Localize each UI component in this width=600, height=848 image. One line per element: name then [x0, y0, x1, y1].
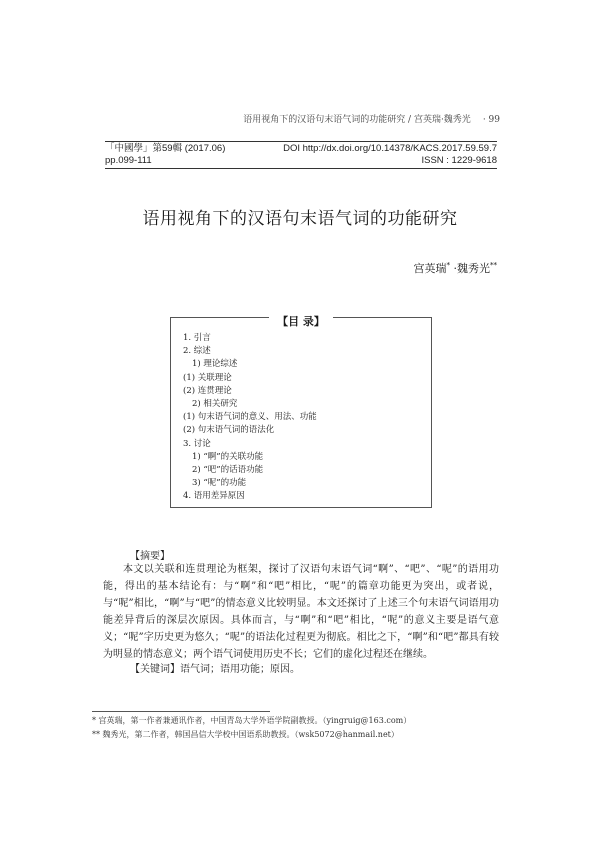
- footnote-author-1: * 宫英瑞，第一作者兼通讯作者，中国青岛大学外语学院副教授。（yingruig@163.com）: [92, 716, 412, 725]
- toc-heading-wrap: [171, 310, 431, 329]
- running-header-title: 语用视角下的汉语句末语气词的功能研究 / 宫英瑞·魏秀光: [243, 115, 471, 125]
- meta-bottom-rule: [105, 168, 497, 169]
- toc-item: (1) 句末语气词的意义、用法、功能: [183, 412, 317, 423]
- abstract-body: 本文以关联和连贯理论为框架，探讨了汉语句末语气词“啊”、“吧”、“呢”的语用功能，得出的基本结论有：与“啊”和“吧”相比，“呢”的篇章功能更为突出，或者说，与“呢”相比，“啊”与“吧”的情态意义比较明显。本文还探讨了上述三个句末语气词语用功能差异背后的深层次原因。具体而言，与“啊”和“吧”相比，“呢”的意义主要是语气意义；“呢”字历史更为悠久；“呢”的语法化过程更为彻底。相比之下，“啊”和“吧”都具有较为明显的情态意义；两个语气词使用历史不长；它们的虚化过程还在继续。: [103, 564, 499, 660]
- issn: ISSN : 1229-9618: [421, 155, 497, 166]
- toc-item: 1. 引言: [183, 333, 211, 343]
- toc-item: 4. 语用差异原因: [183, 491, 245, 502]
- toc-item: 2. 综述: [183, 346, 211, 357]
- paper-title: 语用视角下的汉语句末语气词的功能研究: [142, 209, 458, 229]
- toc-list: [183, 332, 317, 504]
- toc-item: (1) 关联理论: [183, 372, 232, 383]
- author-2: 魏秀光: [457, 262, 490, 275]
- author-2-footnote-mark: **: [490, 261, 497, 270]
- toc-item: 1) 理论综述: [192, 359, 238, 370]
- journal-citation: 「中國學」第59輯 (2017.06): [105, 143, 226, 154]
- toc-item: 3. 讨论: [183, 438, 211, 449]
- abstract-heading: 【摘要】: [130, 551, 170, 562]
- toc-item: (2) 句末语气词的语法化: [183, 425, 275, 436]
- doi-link[interactable]: DOI http://dx.doi.org/10.14378/KACS.2017.59.59.7: [283, 143, 497, 154]
- author-1-footnote-mark: *: [446, 261, 450, 270]
- author-line: [414, 260, 498, 276]
- page-range: pp.099-111: [105, 155, 152, 166]
- toc-item: 1) “啊”的关联功能: [192, 451, 264, 462]
- toc-item: 2) “吧”的话语功能: [192, 465, 264, 476]
- author-1: 宫英瑞: [413, 262, 447, 275]
- toc-item: (2) 连贯理论: [183, 385, 232, 396]
- toc-heading: 【目 录】: [269, 315, 333, 328]
- footnote-rule: [92, 711, 270, 712]
- toc-item: 3) “呢”的功能: [192, 478, 247, 489]
- toc-item: 2) 相关研究: [192, 399, 238, 410]
- article-metadata: [105, 143, 497, 167]
- table-of-contents: [170, 317, 432, 508]
- running-header: [243, 112, 500, 125]
- keywords: 【关键词】语气词；语用功能；原因。: [130, 664, 300, 675]
- page-number: · 99: [482, 115, 500, 125]
- meta-top-rule: [105, 141, 497, 142]
- footnote-author-2: ** 魏秀光，第二作者，韩国昌信大学校中国语系助教授。（wsk5072@hanmail.net）: [92, 730, 399, 739]
- author-separator: ·: [450, 262, 457, 275]
